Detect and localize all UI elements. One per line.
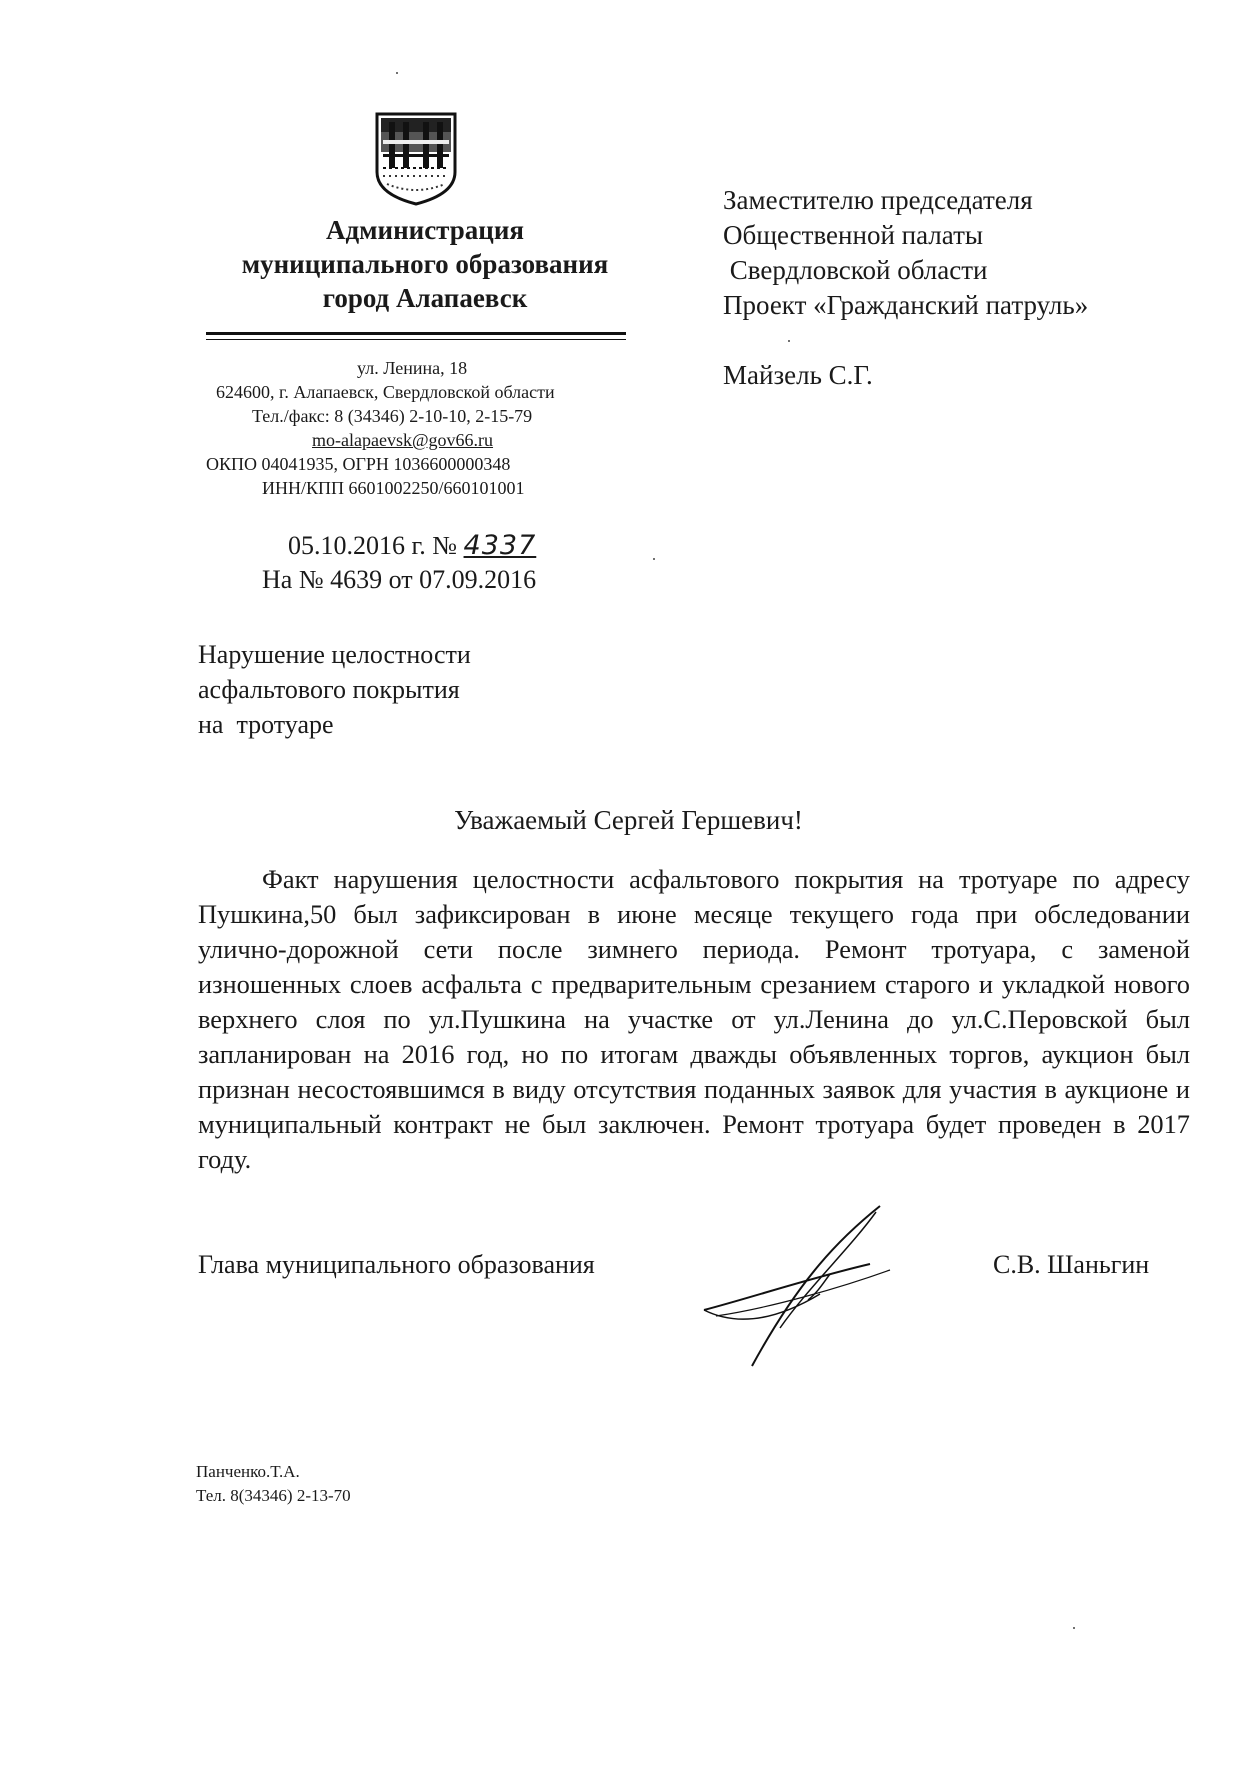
signer-title: Глава муниципального образования [198,1250,595,1279]
header-rule-thin [206,339,626,340]
header-rule-thick [206,332,626,335]
address-city: 624600, г. Алапаевск, Свердловской области [216,382,555,402]
letter-subject [198,637,471,742]
addressee-name: Майзель С.Г. [723,360,873,390]
inn-kpp: ИНН/КПП 6601002250/660101001 [262,478,525,498]
addressee-line3: Свердловской области [723,255,988,285]
scan-speck [396,72,398,74]
greeting: Уважаемый Сергей Гершевич! [454,805,803,835]
executor-name: Панченко.Т.А. [196,1462,300,1481]
email-link[interactable]: mo-alapaevsk@gov66.ru [312,430,494,450]
registration-codes: ОКПО 04041935, ОГРН 1036600000348 [206,454,511,474]
outgoing-date: 05.10.2016 г. № [288,531,458,560]
scan-speck [788,340,790,342]
addressee-line2: Общественной палаты [723,220,984,250]
executor-phone: Тел. 8(34346) 2-13-70 [196,1486,351,1505]
address-street: ул. Ленина, 18 [357,358,468,378]
letter-body [198,862,1190,1177]
addressee-line1: Заместителю председателя [723,185,1033,215]
subject-line1: Нарушение целостности [198,640,471,669]
org-name-line3: город Алапаевск [322,283,528,313]
org-name-line2: муниципального образования [241,249,609,279]
org-name-line1: Администрация [325,215,525,245]
phone-fax: Тел./факс: 8 (34346) 2-10-10, 2-15-79 [252,406,533,426]
coat-of-arms-emblem [373,110,459,206]
outgoing-number-handwritten: 4337 [463,530,537,561]
scan-speck [653,558,655,560]
body-paragraph: Факт нарушения целостности асфальтового покрытия на тротуаре по адресу Пушкина,50 был зафиксирован в июне месяце текущего года при обследовании улично-дорожной сети после зимнего периода. Ремонт тротуара, с заменой изношенных слоев асфальта с предварительным срезанием старого и укладкой нового верхнего слоя по ул.Пушкина на участке от ул.Ленина до ул.С.Перовской был запланирован на 2016 год, но по итогам дважды объявленных торгов, аукцион был признан несостоявшимся в виду отсутствия поданных заявок для участия в аукционе и муниципальный контракт не был заключен. Ремонт тротуара будет проведен в 2017 году. [198,864,1190,1174]
signer-name: С.В. Шаньгин [993,1250,1150,1279]
reference-number: На № 4639 от 07.09.2016 [262,565,537,594]
scan-speck [1073,1627,1075,1629]
addressee-line4: Проект «Гражданский патруль» [723,290,1089,320]
executor-info [196,1460,351,1508]
handwritten-signature [690,1198,900,1368]
subject-line3: на тротуаре [198,710,334,739]
date-and-number [288,530,536,561]
subject-line2: асфальтового покрытия [198,675,460,704]
